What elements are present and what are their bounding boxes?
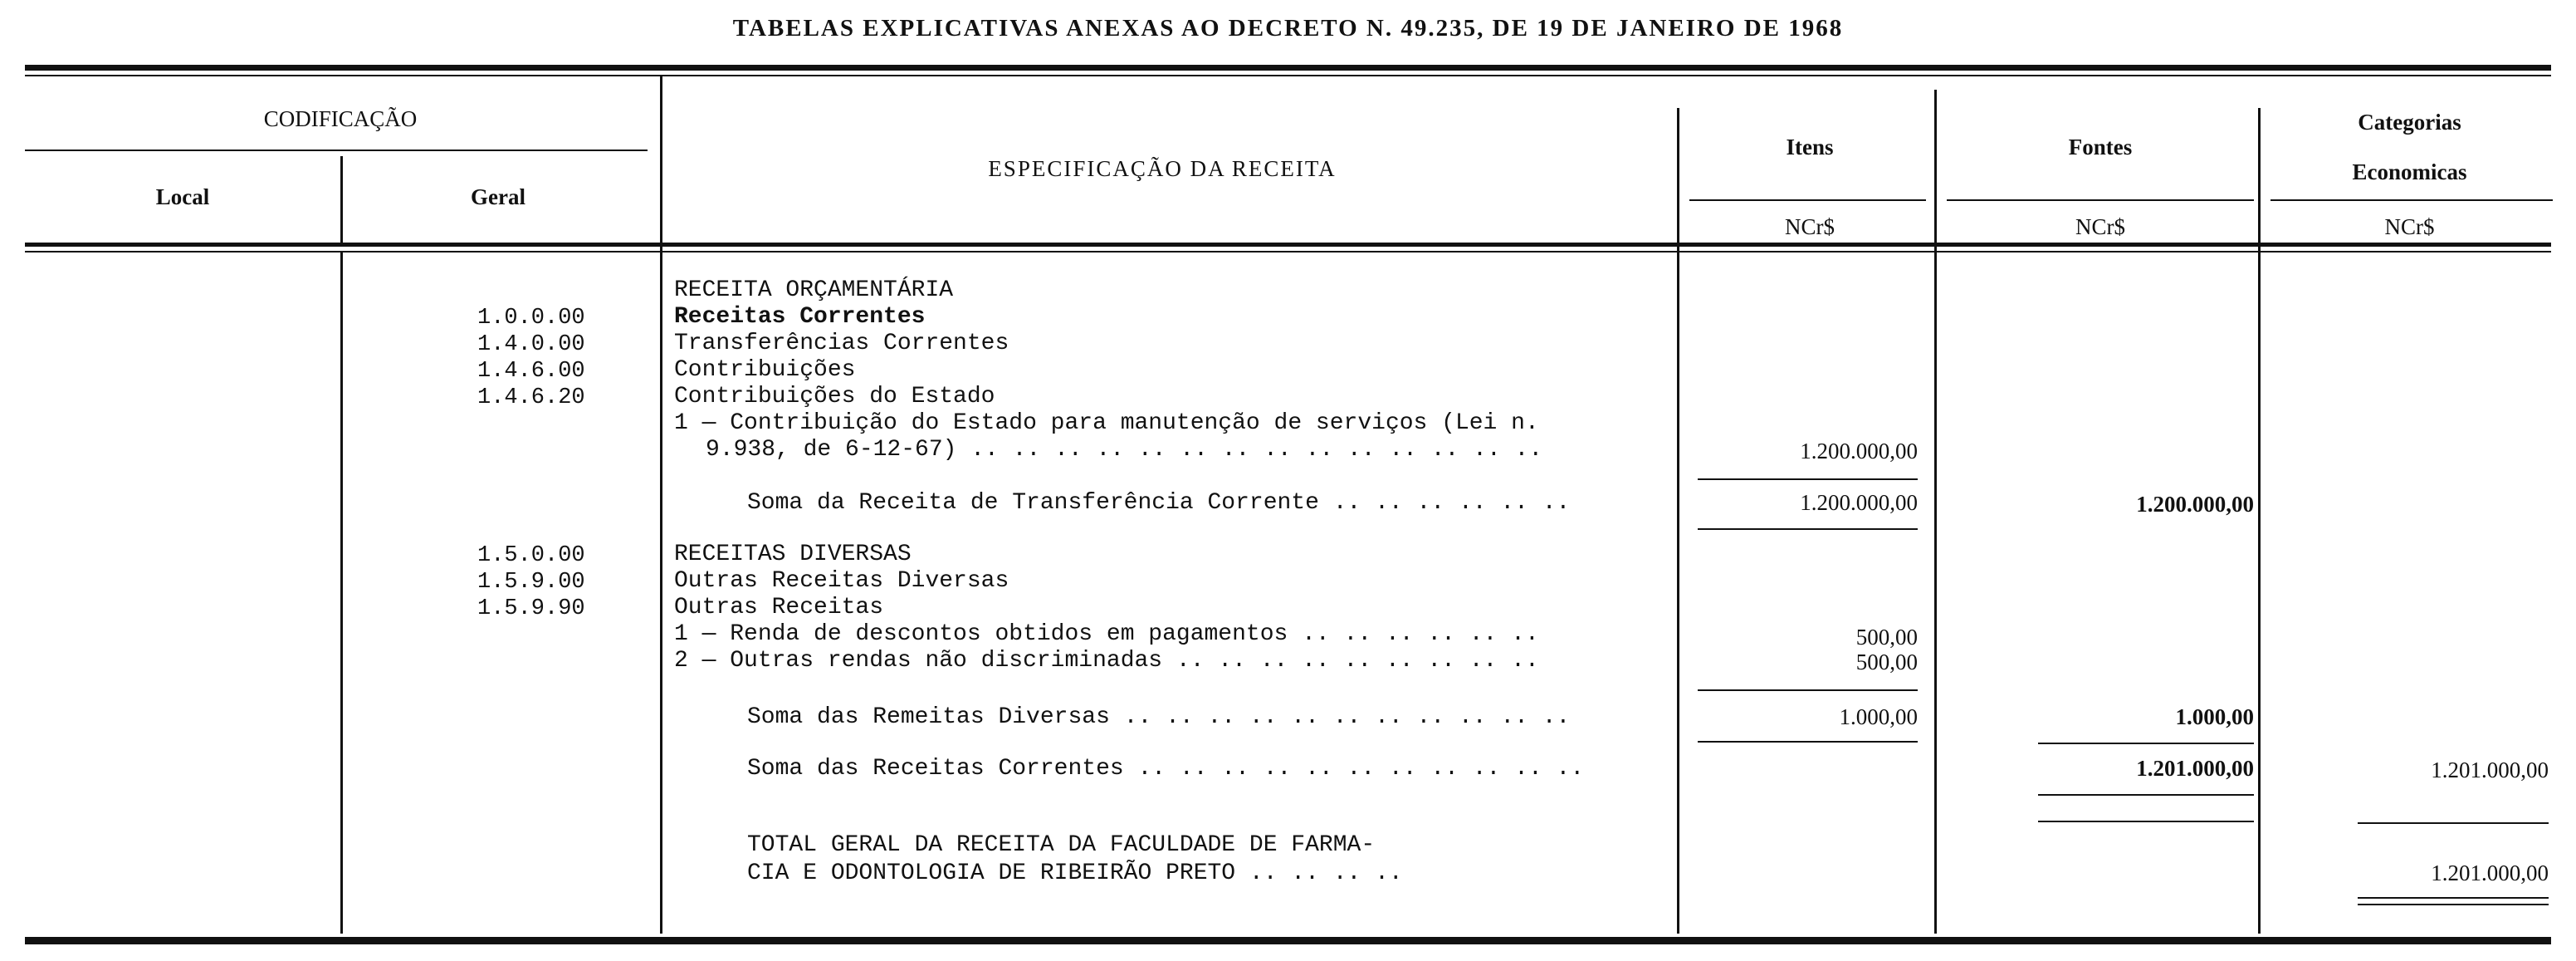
value-total-categorias: 1.201.000,00 bbox=[2431, 860, 2549, 885]
codificacao-underline bbox=[25, 150, 648, 151]
header-categorias-2: Economicas bbox=[2352, 159, 2467, 184]
spec-soma-transferencia: Soma da Receita de Transferência Corrente .. .. .. .. .. .. bbox=[747, 490, 1571, 516]
sum-rule bbox=[1698, 741, 1918, 743]
spec-receitas-diversas: RECEITAS DIVERSAS bbox=[674, 542, 912, 567]
categorias-underline bbox=[2270, 199, 2553, 201]
bottom-rule bbox=[25, 937, 2551, 944]
code-row: 1.4.6.20 bbox=[477, 385, 585, 410]
spec-total-line1: TOTAL GERAL DA RECEITA DA FACULDADE DE FARMA- bbox=[747, 832, 1376, 858]
value-item1-itens: 1.200.000,00 bbox=[1800, 439, 1918, 463]
header-itens: Itens bbox=[1786, 135, 1834, 159]
spec-item1-line1: 1 — Contribuição do Estado para manutenção de serviços (Lei n. bbox=[674, 410, 1539, 436]
header-currency-itens: NCr$ bbox=[1785, 214, 1835, 239]
spec-outras-receitas-diversas: Outras Receitas Diversas bbox=[674, 568, 1009, 594]
sum-rule bbox=[2038, 743, 2254, 744]
value-soma-diversas-fontes: 1.000,00 bbox=[2175, 704, 2254, 729]
spec-outras-receitas: Outras Receitas bbox=[674, 595, 884, 620]
value-outras-itens: 500,00 bbox=[1855, 650, 1918, 674]
sum-rule bbox=[2358, 897, 2549, 899]
spec-contribuicoes: Contribuições bbox=[674, 357, 856, 383]
fontes-underline bbox=[1947, 199, 2254, 201]
sum-rule bbox=[1698, 689, 1918, 691]
code-row: 1.0.0.00 bbox=[477, 306, 585, 331]
value-soma-correntes-categorias: 1.201.000,00 bbox=[2431, 758, 2549, 782]
col-divider-local-geral bbox=[340, 156, 343, 243]
header-codificacao: CODIFICAÇÃO bbox=[263, 106, 418, 131]
header-local: Local bbox=[155, 184, 210, 209]
value-soma-diversas-itens: 1.000,00 bbox=[1839, 704, 1918, 729]
spec-receita-orcamentaria: RECEITA ORÇAMENTÁRIA bbox=[674, 277, 954, 303]
code-row: 1.4.0.00 bbox=[477, 332, 585, 357]
top-rule-thin bbox=[25, 75, 2551, 76]
value-renda-itens: 500,00 bbox=[1855, 625, 1918, 650]
spec-item-renda: 1 — Renda de descontos obtidos em pagamentos .. .. .. .. .. .. bbox=[674, 621, 1539, 647]
col-divider-fontes-categorias bbox=[2258, 108, 2261, 934]
code-row: 1.5.9.00 bbox=[477, 570, 585, 595]
value-soma-correntes-fontes: 1.201.000,00 bbox=[2136, 756, 2254, 781]
sum-rule bbox=[2038, 821, 2254, 822]
code-row: 1.4.6.00 bbox=[477, 359, 585, 384]
header-especificacao: ESPECIFICAÇÃO DA RECEITA bbox=[988, 156, 1337, 181]
sum-rule bbox=[1698, 478, 1918, 480]
spec-item-outras: 2 — Outras rendas não discriminadas .. .. .. .. .. .. .. .. .. bbox=[674, 648, 1539, 674]
col-divider-spec-itens bbox=[1677, 108, 1679, 934]
spec-item1-line2: 9.938, de 6-12-67) .. .. .. .. .. .. .. .. .. .. .. .. .. .. bbox=[706, 437, 1543, 463]
spec-soma-diversas: Soma das Remeitas Diversas .. .. .. .. .. .. .. .. .. .. .. bbox=[747, 704, 1571, 730]
page-title: TABELAS EXPLICATIVAS ANEXAS AO DECRETO N. 49.235, DE 19 DE JANEIRO DE 1968 bbox=[732, 15, 1844, 42]
top-rule bbox=[25, 65, 2551, 71]
header-geral: Geral bbox=[471, 184, 525, 209]
col-divider-codif-spec bbox=[660, 76, 662, 934]
itens-underline bbox=[1689, 199, 1926, 201]
spec-receitas-correntes: Receitas Correntes bbox=[674, 304, 926, 330]
header-bottom-rule-thin bbox=[25, 251, 2551, 253]
code-row: 1.5.9.90 bbox=[477, 596, 585, 621]
header-categorias-1: Categorias bbox=[2358, 110, 2461, 135]
value-soma-transf-itens: 1.200.000,00 bbox=[1800, 490, 1918, 515]
sum-rule bbox=[2038, 794, 2254, 796]
col-divider-local-geral-body bbox=[340, 253, 343, 934]
col-divider-itens-fontes bbox=[1934, 90, 1937, 934]
sum-rule bbox=[1698, 528, 1918, 530]
spec-total-line2: CIA E ODONTOLOGIA DE RIBEIRÃO PRETO .. .. .. .. bbox=[747, 860, 1403, 886]
header-currency-categorias: NCr$ bbox=[2384, 214, 2435, 239]
spec-soma-correntes: Soma das Receitas Correntes .. .. .. .. .. .. .. .. .. .. .. bbox=[747, 756, 1585, 782]
sum-rule bbox=[2358, 904, 2549, 905]
header-fontes: Fontes bbox=[2068, 135, 2133, 159]
code-row: 1.5.0.00 bbox=[477, 543, 585, 568]
spec-contribuicoes-estado: Contribuições do Estado bbox=[674, 384, 995, 409]
value-soma-transf-fontes: 1.200.000,00 bbox=[2136, 492, 2254, 517]
sum-rule bbox=[2358, 822, 2549, 824]
header-bottom-rule bbox=[25, 243, 2551, 247]
header-currency-fontes: NCr$ bbox=[2075, 214, 2125, 239]
spec-transferencias-correntes: Transferências Correntes bbox=[674, 331, 1009, 356]
